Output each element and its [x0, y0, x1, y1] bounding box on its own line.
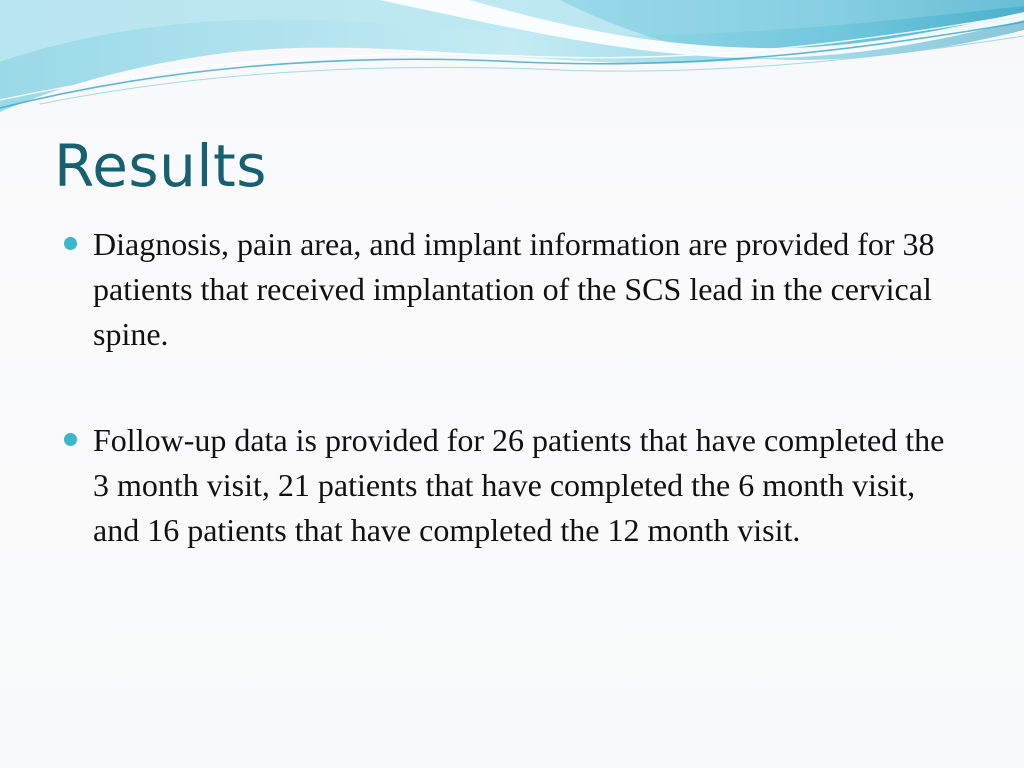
bullet-item	[62, 222, 962, 357]
bullet-dot-icon	[64, 433, 77, 446]
bullet-item	[62, 418, 962, 553]
bullet-text: Follow-up data is provided for 26 patients that have completed the 3 month visit, 21 patients that have completed the 6 month visit, and 16 patients that have completed the 12 month visit.	[93, 422, 945, 548]
slide-title: Results	[54, 132, 267, 200]
bullet-list	[62, 222, 962, 553]
bullet-dot-icon	[64, 237, 77, 250]
header-wave-decoration	[0, 0, 1024, 130]
bullet-text: Diagnosis, pain area, and implant information are provided for 38 patients that received implantation of the SCS lead in the cervical spine.	[93, 226, 935, 352]
